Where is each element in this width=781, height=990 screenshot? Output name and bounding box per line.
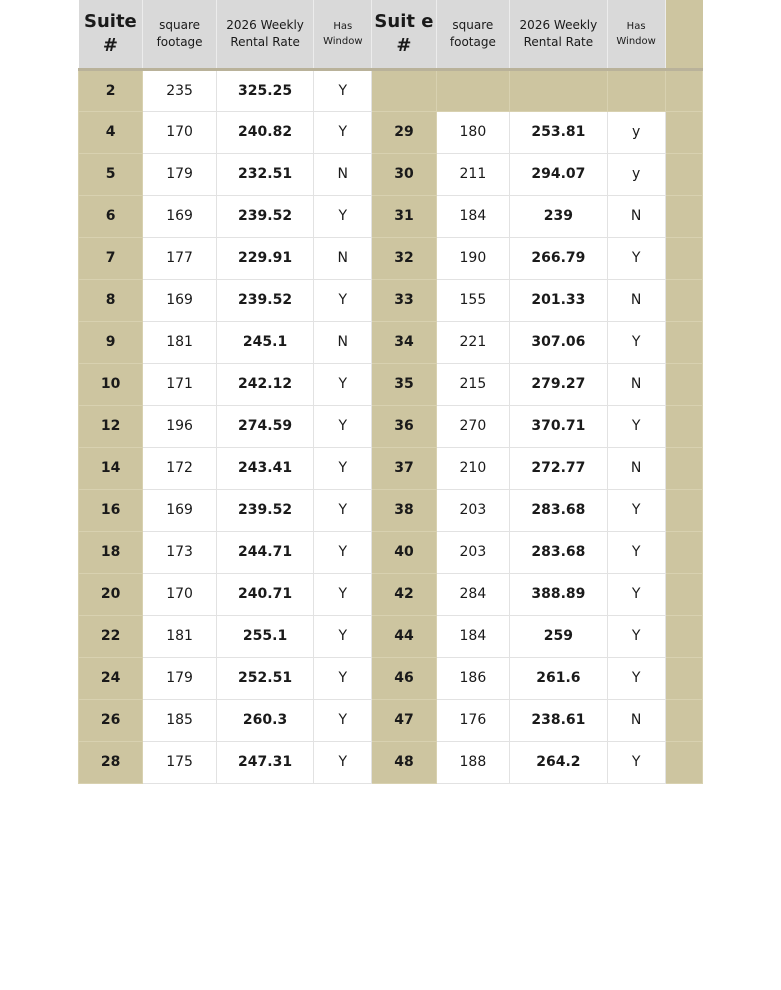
left-suite-cell: 10 bbox=[79, 363, 143, 405]
right-rate-cell: 264.2 bbox=[510, 741, 607, 783]
right-rate-cell: 201.33 bbox=[510, 279, 607, 321]
right-rate-cell: 370.71 bbox=[510, 405, 607, 447]
right-rate-cell: 294.07 bbox=[510, 153, 607, 195]
left-window-cell: Y bbox=[314, 279, 372, 321]
left-window-cell: Y bbox=[314, 531, 372, 573]
left-window-cell: Y bbox=[314, 573, 372, 615]
accent-cell bbox=[665, 489, 702, 531]
left-window-cell: Y bbox=[314, 447, 372, 489]
accent-cell bbox=[665, 363, 702, 405]
table-row bbox=[79, 615, 703, 657]
left-rate-cell: 252.51 bbox=[216, 657, 313, 699]
left-rate-cell: 240.82 bbox=[216, 111, 313, 153]
table-row bbox=[79, 657, 703, 699]
left-window-cell: Y bbox=[314, 195, 372, 237]
table-row bbox=[79, 237, 703, 279]
right-rate-cell: 261.6 bbox=[510, 657, 607, 699]
right-rate-cell: 283.68 bbox=[510, 531, 607, 573]
right-sqft-cell: 180 bbox=[436, 111, 510, 153]
accent-cell bbox=[665, 153, 702, 195]
right-suite-cell: 33 bbox=[372, 279, 436, 321]
left-rate-cell: 325.25 bbox=[216, 69, 313, 111]
right-window-cell: Y bbox=[607, 531, 665, 573]
left-rate-cell: 239.52 bbox=[216, 279, 313, 321]
header-row bbox=[79, 0, 703, 69]
right-sqft-cell: 155 bbox=[436, 279, 510, 321]
right-window-cell: Y bbox=[607, 741, 665, 783]
right-window-cell: Y bbox=[607, 237, 665, 279]
accent-cell bbox=[665, 69, 702, 111]
left-window-cell: Y bbox=[314, 657, 372, 699]
table-row bbox=[79, 699, 703, 741]
left-rate-cell: 260.3 bbox=[216, 699, 313, 741]
table-row bbox=[79, 489, 703, 531]
right-sqft-cell: 215 bbox=[436, 363, 510, 405]
left-suite-cell: 6 bbox=[79, 195, 143, 237]
header-sqft-right: square footage bbox=[436, 0, 510, 69]
accent-cell bbox=[665, 657, 702, 699]
table-row bbox=[79, 741, 703, 783]
accent-cell bbox=[665, 111, 702, 153]
left-rate-cell: 239.52 bbox=[216, 195, 313, 237]
left-rate-cell: 255.1 bbox=[216, 615, 313, 657]
right-rate-cell: 307.06 bbox=[510, 321, 607, 363]
right-empty-cell bbox=[372, 69, 436, 111]
accent-cell bbox=[665, 405, 702, 447]
right-window-cell: Y bbox=[607, 321, 665, 363]
left-sqft-cell: 235 bbox=[143, 69, 217, 111]
header-rate-left: 2026 Weekly Rental Rate bbox=[216, 0, 313, 69]
left-sqft-cell: 173 bbox=[143, 531, 217, 573]
left-sqft-cell: 181 bbox=[143, 321, 217, 363]
left-suite-cell: 12 bbox=[79, 405, 143, 447]
table-row bbox=[79, 363, 703, 405]
accent-cell bbox=[665, 237, 702, 279]
left-rate-cell: 243.41 bbox=[216, 447, 313, 489]
left-suite-cell: 26 bbox=[79, 699, 143, 741]
table-row bbox=[79, 69, 703, 111]
right-suite-cell: 35 bbox=[372, 363, 436, 405]
right-sqft-cell: 190 bbox=[436, 237, 510, 279]
left-rate-cell: 245.1 bbox=[216, 321, 313, 363]
left-rate-cell: 247.31 bbox=[216, 741, 313, 783]
right-window-cell: y bbox=[607, 153, 665, 195]
right-window-cell: N bbox=[607, 195, 665, 237]
left-window-cell: Y bbox=[314, 405, 372, 447]
right-rate-cell: 253.81 bbox=[510, 111, 607, 153]
right-suite-cell: 31 bbox=[372, 195, 436, 237]
left-suite-cell: 7 bbox=[79, 237, 143, 279]
right-rate-cell: 388.89 bbox=[510, 573, 607, 615]
left-window-cell: Y bbox=[314, 111, 372, 153]
right-window-cell: Y bbox=[607, 657, 665, 699]
right-rate-cell: 259 bbox=[510, 615, 607, 657]
right-rate-cell: 279.27 bbox=[510, 363, 607, 405]
accent-cell bbox=[665, 615, 702, 657]
right-window-cell: N bbox=[607, 447, 665, 489]
left-rate-cell: 239.52 bbox=[216, 489, 313, 531]
left-suite-cell: 5 bbox=[79, 153, 143, 195]
right-empty-cell bbox=[510, 69, 607, 111]
right-suite-cell: 40 bbox=[372, 531, 436, 573]
right-suite-cell: 29 bbox=[372, 111, 436, 153]
right-rate-cell: 239 bbox=[510, 195, 607, 237]
left-window-cell: Y bbox=[314, 489, 372, 531]
right-rate-cell: 266.79 bbox=[510, 237, 607, 279]
right-sqft-cell: 188 bbox=[436, 741, 510, 783]
right-suite-cell: 36 bbox=[372, 405, 436, 447]
left-suite-cell: 24 bbox=[79, 657, 143, 699]
header-window-left: Has Window bbox=[314, 0, 372, 69]
left-sqft-cell: 179 bbox=[143, 657, 217, 699]
right-suite-cell: 34 bbox=[372, 321, 436, 363]
rental-rate-table bbox=[78, 0, 703, 784]
right-suite-cell: 44 bbox=[372, 615, 436, 657]
left-window-cell: Y bbox=[314, 69, 372, 111]
left-rate-cell: 232.51 bbox=[216, 153, 313, 195]
left-suite-cell: 14 bbox=[79, 447, 143, 489]
table-row bbox=[79, 573, 703, 615]
left-window-cell: Y bbox=[314, 741, 372, 783]
right-empty-cell bbox=[436, 69, 510, 111]
header-sqft-left: square footage bbox=[143, 0, 217, 69]
right-suite-cell: 32 bbox=[372, 237, 436, 279]
left-suite-cell: 20 bbox=[79, 573, 143, 615]
right-rate-cell: 238.61 bbox=[510, 699, 607, 741]
right-sqft-cell: 284 bbox=[436, 573, 510, 615]
right-window-cell: N bbox=[607, 279, 665, 321]
right-suite-cell: 37 bbox=[372, 447, 436, 489]
right-window-cell: Y bbox=[607, 405, 665, 447]
left-window-cell: Y bbox=[314, 615, 372, 657]
header-window-right: Has Window bbox=[607, 0, 665, 69]
accent-cell bbox=[665, 699, 702, 741]
table-row bbox=[79, 195, 703, 237]
right-window-cell: y bbox=[607, 111, 665, 153]
left-window-cell: Y bbox=[314, 363, 372, 405]
header-rate-right: 2026 Weekly Rental Rate bbox=[510, 0, 607, 69]
right-empty-cell bbox=[607, 69, 665, 111]
right-suite-cell: 38 bbox=[372, 489, 436, 531]
right-sqft-cell: 186 bbox=[436, 657, 510, 699]
left-sqft-cell: 185 bbox=[143, 699, 217, 741]
right-window-cell: Y bbox=[607, 615, 665, 657]
left-rate-cell: 229.91 bbox=[216, 237, 313, 279]
right-sqft-cell: 211 bbox=[436, 153, 510, 195]
rental-rate-sheet bbox=[78, 0, 703, 784]
left-suite-cell: 16 bbox=[79, 489, 143, 531]
left-sqft-cell: 175 bbox=[143, 741, 217, 783]
table-row bbox=[79, 279, 703, 321]
table-row bbox=[79, 153, 703, 195]
left-sqft-cell: 169 bbox=[143, 489, 217, 531]
right-rate-cell: 272.77 bbox=[510, 447, 607, 489]
right-sqft-cell: 203 bbox=[436, 489, 510, 531]
table-body bbox=[79, 69, 703, 783]
left-window-cell: N bbox=[314, 321, 372, 363]
header-accent-cell bbox=[665, 0, 702, 69]
left-suite-cell: 18 bbox=[79, 531, 143, 573]
left-sqft-cell: 179 bbox=[143, 153, 217, 195]
left-sqft-cell: 177 bbox=[143, 237, 217, 279]
table-header bbox=[79, 0, 703, 69]
right-sqft-cell: 184 bbox=[436, 615, 510, 657]
left-suite-cell: 4 bbox=[79, 111, 143, 153]
left-window-cell: Y bbox=[314, 699, 372, 741]
accent-cell bbox=[665, 321, 702, 363]
right-sqft-cell: 184 bbox=[436, 195, 510, 237]
table-row bbox=[79, 531, 703, 573]
left-sqft-cell: 172 bbox=[143, 447, 217, 489]
left-suite-cell: 2 bbox=[79, 69, 143, 111]
right-suite-cell: 48 bbox=[372, 741, 436, 783]
left-sqft-cell: 170 bbox=[143, 573, 217, 615]
left-rate-cell: 240.71 bbox=[216, 573, 313, 615]
right-window-cell: N bbox=[607, 699, 665, 741]
accent-cell bbox=[665, 741, 702, 783]
header-suite-right: Suit e # bbox=[372, 0, 436, 69]
accent-cell bbox=[665, 447, 702, 489]
left-rate-cell: 274.59 bbox=[216, 405, 313, 447]
header-suite-left: Suite # bbox=[79, 0, 143, 69]
right-suite-cell: 30 bbox=[372, 153, 436, 195]
right-sqft-cell: 210 bbox=[436, 447, 510, 489]
left-sqft-cell: 196 bbox=[143, 405, 217, 447]
right-suite-cell: 46 bbox=[372, 657, 436, 699]
right-sqft-cell: 221 bbox=[436, 321, 510, 363]
right-rate-cell: 283.68 bbox=[510, 489, 607, 531]
left-sqft-cell: 171 bbox=[143, 363, 217, 405]
left-window-cell: N bbox=[314, 237, 372, 279]
left-sqft-cell: 181 bbox=[143, 615, 217, 657]
left-suite-cell: 8 bbox=[79, 279, 143, 321]
left-rate-cell: 244.71 bbox=[216, 531, 313, 573]
right-window-cell: Y bbox=[607, 489, 665, 531]
left-suite-cell: 22 bbox=[79, 615, 143, 657]
right-window-cell: Y bbox=[607, 573, 665, 615]
left-suite-cell: 28 bbox=[79, 741, 143, 783]
table-row bbox=[79, 405, 703, 447]
right-suite-cell: 42 bbox=[372, 573, 436, 615]
left-suite-cell: 9 bbox=[79, 321, 143, 363]
left-rate-cell: 242.12 bbox=[216, 363, 313, 405]
right-window-cell: N bbox=[607, 363, 665, 405]
left-sqft-cell: 170 bbox=[143, 111, 217, 153]
right-sqft-cell: 203 bbox=[436, 531, 510, 573]
left-window-cell: N bbox=[314, 153, 372, 195]
accent-cell bbox=[665, 573, 702, 615]
table-row bbox=[79, 447, 703, 489]
left-sqft-cell: 169 bbox=[143, 279, 217, 321]
right-sqft-cell: 176 bbox=[436, 699, 510, 741]
table-row bbox=[79, 111, 703, 153]
table-row bbox=[79, 321, 703, 363]
accent-cell bbox=[665, 531, 702, 573]
right-suite-cell: 47 bbox=[372, 699, 436, 741]
accent-cell bbox=[665, 279, 702, 321]
left-sqft-cell: 169 bbox=[143, 195, 217, 237]
right-sqft-cell: 270 bbox=[436, 405, 510, 447]
accent-cell bbox=[665, 195, 702, 237]
